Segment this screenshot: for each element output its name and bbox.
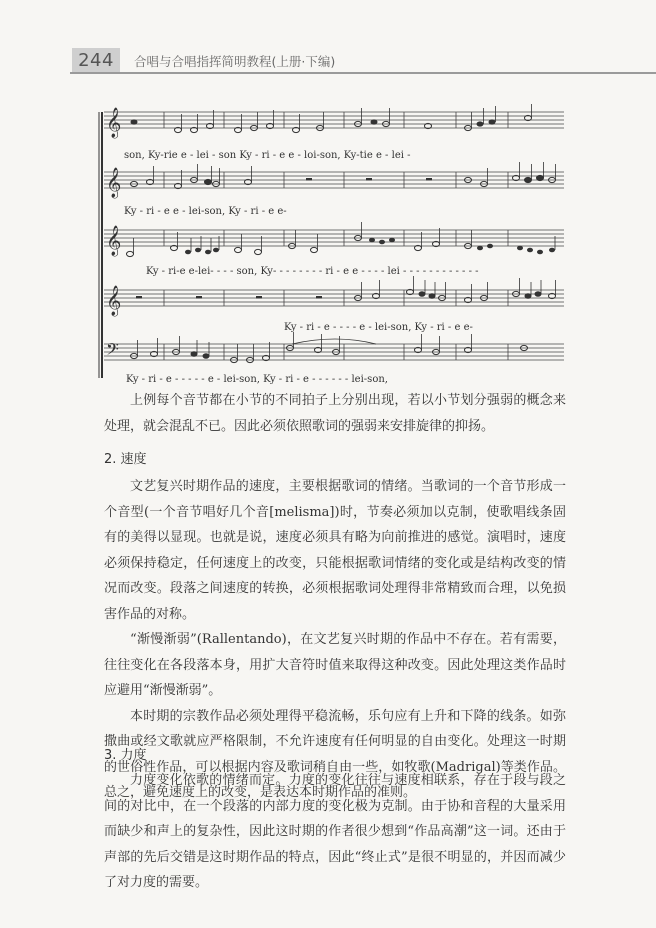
dynamics-paragraph-1: 力度变化依歌的情绪而定。力度的变化往往与速度相联系，存在于段与段之间的对比中，在一个段落的内部力度的变化极为克制。由于协和音程的大量采用而缺少和声上的复杂性，因此这时期的作者很少想到“作品高潮”这一词。还由于声部的先后交错是这时期作品的特点，因此“终止式”是很不明显的，并因而减少了对力度的需要。 [104, 773, 566, 890]
lyric-line-5: Ky - ri - e - - - - - e - lei-son, Ky - ri - e - - - - - - lei-son, [126, 374, 388, 385]
treble-clef-icon: 𝄞 [106, 226, 122, 256]
staff-1 [104, 104, 564, 161]
music-score [96, 104, 566, 386]
staff-4 [104, 276, 564, 333]
lyric-line-1: son, Ky-rie e - lei - son Ky - ri - e e - loi-son, Ky-tie e - lei - [124, 150, 411, 161]
tempo-section [104, 474, 566, 806]
page-header [0, 0, 656, 80]
tempo-paragraph-2: “渐慢渐弱”(Rallentando)，在文艺复兴时期的作品中不存在。若有需要，往往变化在各段落本身，用扩大音符时值来取得这种改变。因此处理这类作品时应避用“渐慢渐弱”。 [104, 632, 566, 698]
treble-clef-icon: 𝄞 [106, 168, 122, 198]
intro-text [104, 388, 566, 439]
header-rule [70, 72, 656, 74]
staff-2 [104, 162, 564, 217]
staff-3 [104, 222, 564, 277]
staff-5 [104, 332, 564, 385]
dynamics-section [104, 768, 566, 896]
book-title: 合唱与合唱指挥简明教程(上册·下编) [134, 54, 336, 69]
page-number: 244 [72, 48, 120, 72]
tempo-paragraph-1: 文艺复兴时期作品的速度，主要根据歌词的情绪。当歌词的一个音节形成一个音型(一个音节唱好几个音[melisma])时，节奏必须加以克制，使歌唱线条固有的美得以显现。也就是说，速度必须具有略为向前推进的感觉。演唱时，速度必须保持稳定，任何速度上的改变，只能根据歌词情绪的变化或是结构改变的情况而改变。段落之间速度的转换，必须根据歌词处理得非常精致而合理，以免损害作品的对称。 [104, 479, 566, 622]
tempo-paragraph-3: 本时期的宗教作品必须处理得平稳流畅，乐句应有上升和下降的线条。如弥撒曲或经文歌就应严格限制，不允许速度有任何明显的自由变化。处理这一时期的世俗性作品，可以根据内容及歌词稍自由一些，如牧歌(Madrigal)等类作品。总之，避免速度上的改变，是表达本时期作品的准则。 [104, 708, 566, 800]
tie-curve [292, 339, 376, 344]
treble-clef-icon: 𝄞 [106, 286, 122, 316]
lyric-line-3: Ky - ri-e e-lei- - - - son, Ky- - - - - - - - ri - e e - - - - lei - - - - - - - - - - - - [146, 266, 479, 277]
lyric-line-4: Ky - ri - e - - - - e - lei-son, Ky - ri - e e- [284, 322, 473, 333]
treble-clef-icon: 𝄞 [106, 108, 122, 138]
section-heading-dynamics: 3. 力度 [104, 748, 147, 763]
bass-clef-icon: 𝄢 [106, 339, 119, 363]
section-heading-tempo: 2. 速度 [104, 452, 147, 467]
lyric-line-2: Ky - ri - e e - lei-son, Ky - ri - e e- [124, 206, 287, 217]
score-svg [96, 104, 566, 386]
intro-paragraph: 上例每个音节都在小节的不同拍子上分别出现，若以小节划分强弱的概念来处理，就会混乱不已。因此必须依照歌词的强弱来安排旋律的抑扬。 [104, 393, 566, 434]
